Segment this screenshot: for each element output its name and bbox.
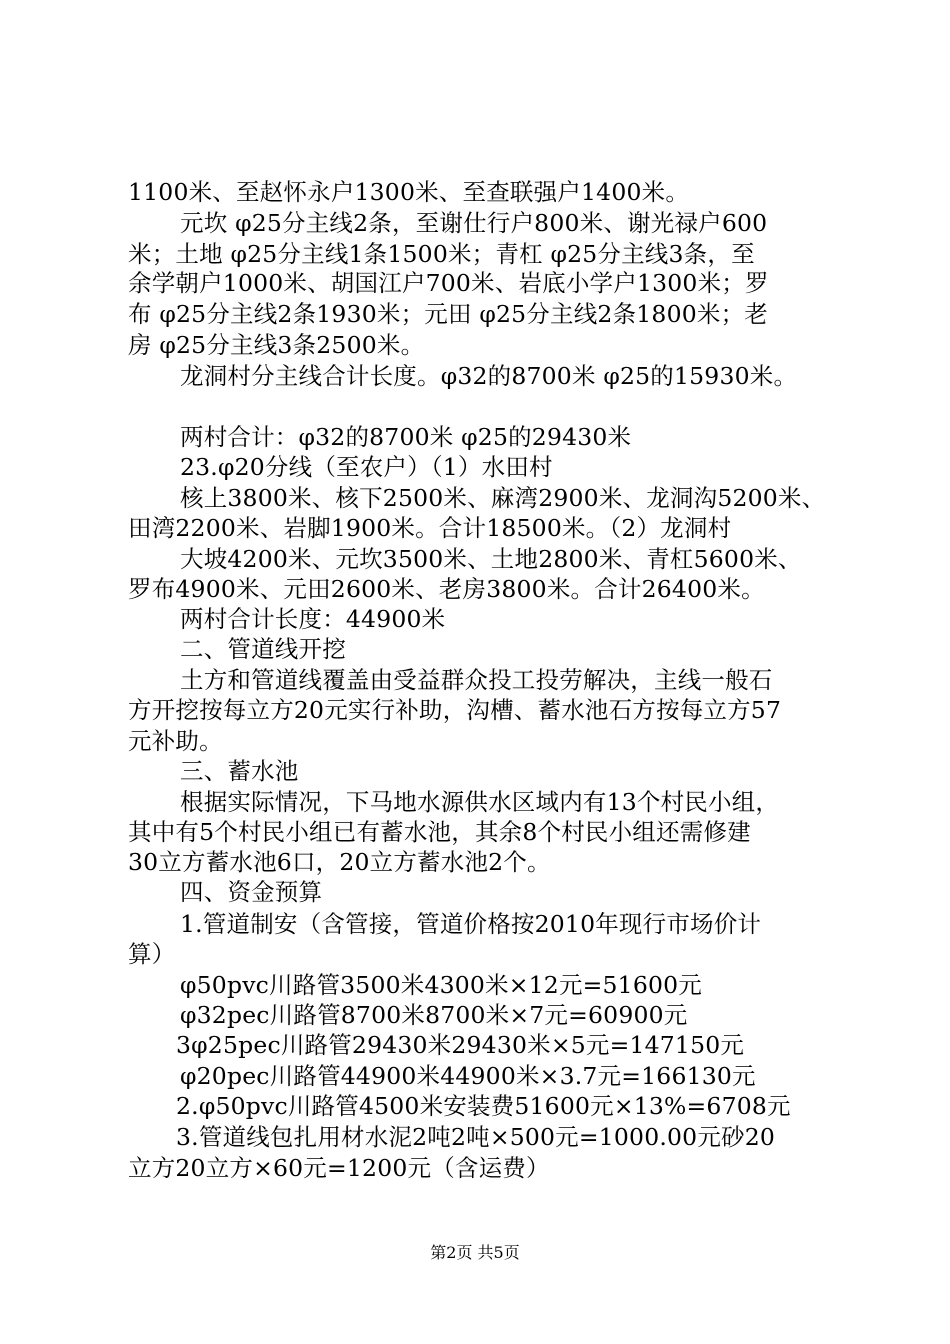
text-line: 方开挖按每立方20元实行补助，沟槽、蓄水池石方按每立方57	[128, 696, 782, 724]
text-line: 土方和管道线覆盖由受益群众投工投劳解决，主线一般石	[180, 666, 773, 694]
budget-line: 3φ25pec川路管29430米29430米×5元=147150元	[176, 1031, 745, 1059]
budget-line: 立方20立方×60元=1200元（含运费）	[128, 1154, 550, 1182]
text-line: 大坡4200米、元坎3500米、土地2800米、青杠5600米、	[180, 545, 802, 573]
text-line: 罗布4900米、元田2600米、老房3800米。合计26400米。	[128, 575, 765, 603]
page-number-footer: 第2页 共5页	[430, 1243, 520, 1262]
budget-line: φ32pec川路管8700米8700米×7元=60900元	[180, 1001, 688, 1029]
text-line: 龙洞村分主线合计长度。φ32的8700米 φ25的15930米。	[180, 362, 798, 390]
text-line: 田湾2200米、岩脚1900米。合计18500米。（2）龙洞村	[128, 514, 732, 542]
section-heading: 二、管道线开挖	[180, 635, 346, 663]
budget-line: φ20pec川路管44900米44900米×3.7元=166130元	[180, 1062, 756, 1090]
text-line: 元坎 φ25分主线2条，至谢仕行户800米、谢光禄户600	[180, 209, 768, 237]
section-heading: 三、蓄水池	[180, 757, 299, 785]
text-line: 23.φ20分线（至农户）（1）水田村	[180, 453, 553, 481]
text-line: 其中有5个村民小组已有蓄水池，其余8个村民小组还需修建	[128, 818, 751, 846]
text-line: 1.管道制安（含管接，管道价格按2010年现行市场价计	[180, 910, 762, 938]
text-line: 核上3800米、核下2500米、麻湾2900米、龙洞沟5200米、	[180, 484, 826, 512]
text-line: 30立方蓄水池6口，20立方蓄水池2个。	[128, 848, 551, 876]
text-line: 两村合计长度：44900米	[180, 605, 446, 633]
text-line: 元补助。	[128, 727, 223, 755]
budget-line: 2.φ50pvc川路管4500米安装费51600元×13%=6708元	[176, 1092, 791, 1120]
section-heading: 四、资金预算	[180, 878, 323, 906]
budget-line: φ50pvc川路管3500米4300米×12元=51600元	[180, 971, 702, 999]
text-line: 1100米、至赵怀永户1300米、至查联强户1400米。	[128, 178, 690, 206]
text-line: 米；土地 φ25分主线1条1500米；青杠 φ25分主线3条，至	[128, 240, 755, 268]
text-line: 房 φ25分主线3条2500米。	[128, 331, 425, 359]
budget-line: 3.管道线包扎用材水泥2吨2吨×500元=1000.00元砂20	[176, 1123, 776, 1151]
text-line: 根据实际情况，下马地水源供水区域内有13个村民小组，	[180, 788, 780, 816]
text-line: 布 φ25分主线2条1930米；元田 φ25分主线2条1800米；老	[128, 300, 768, 328]
text-line: 余学朝户1000米、胡国江户700米、岩底小学户1300米；罗	[128, 269, 769, 297]
text-line: 算）	[128, 940, 176, 968]
text-line: 两村合计：φ32的8700米 φ25的29430米	[180, 423, 632, 451]
